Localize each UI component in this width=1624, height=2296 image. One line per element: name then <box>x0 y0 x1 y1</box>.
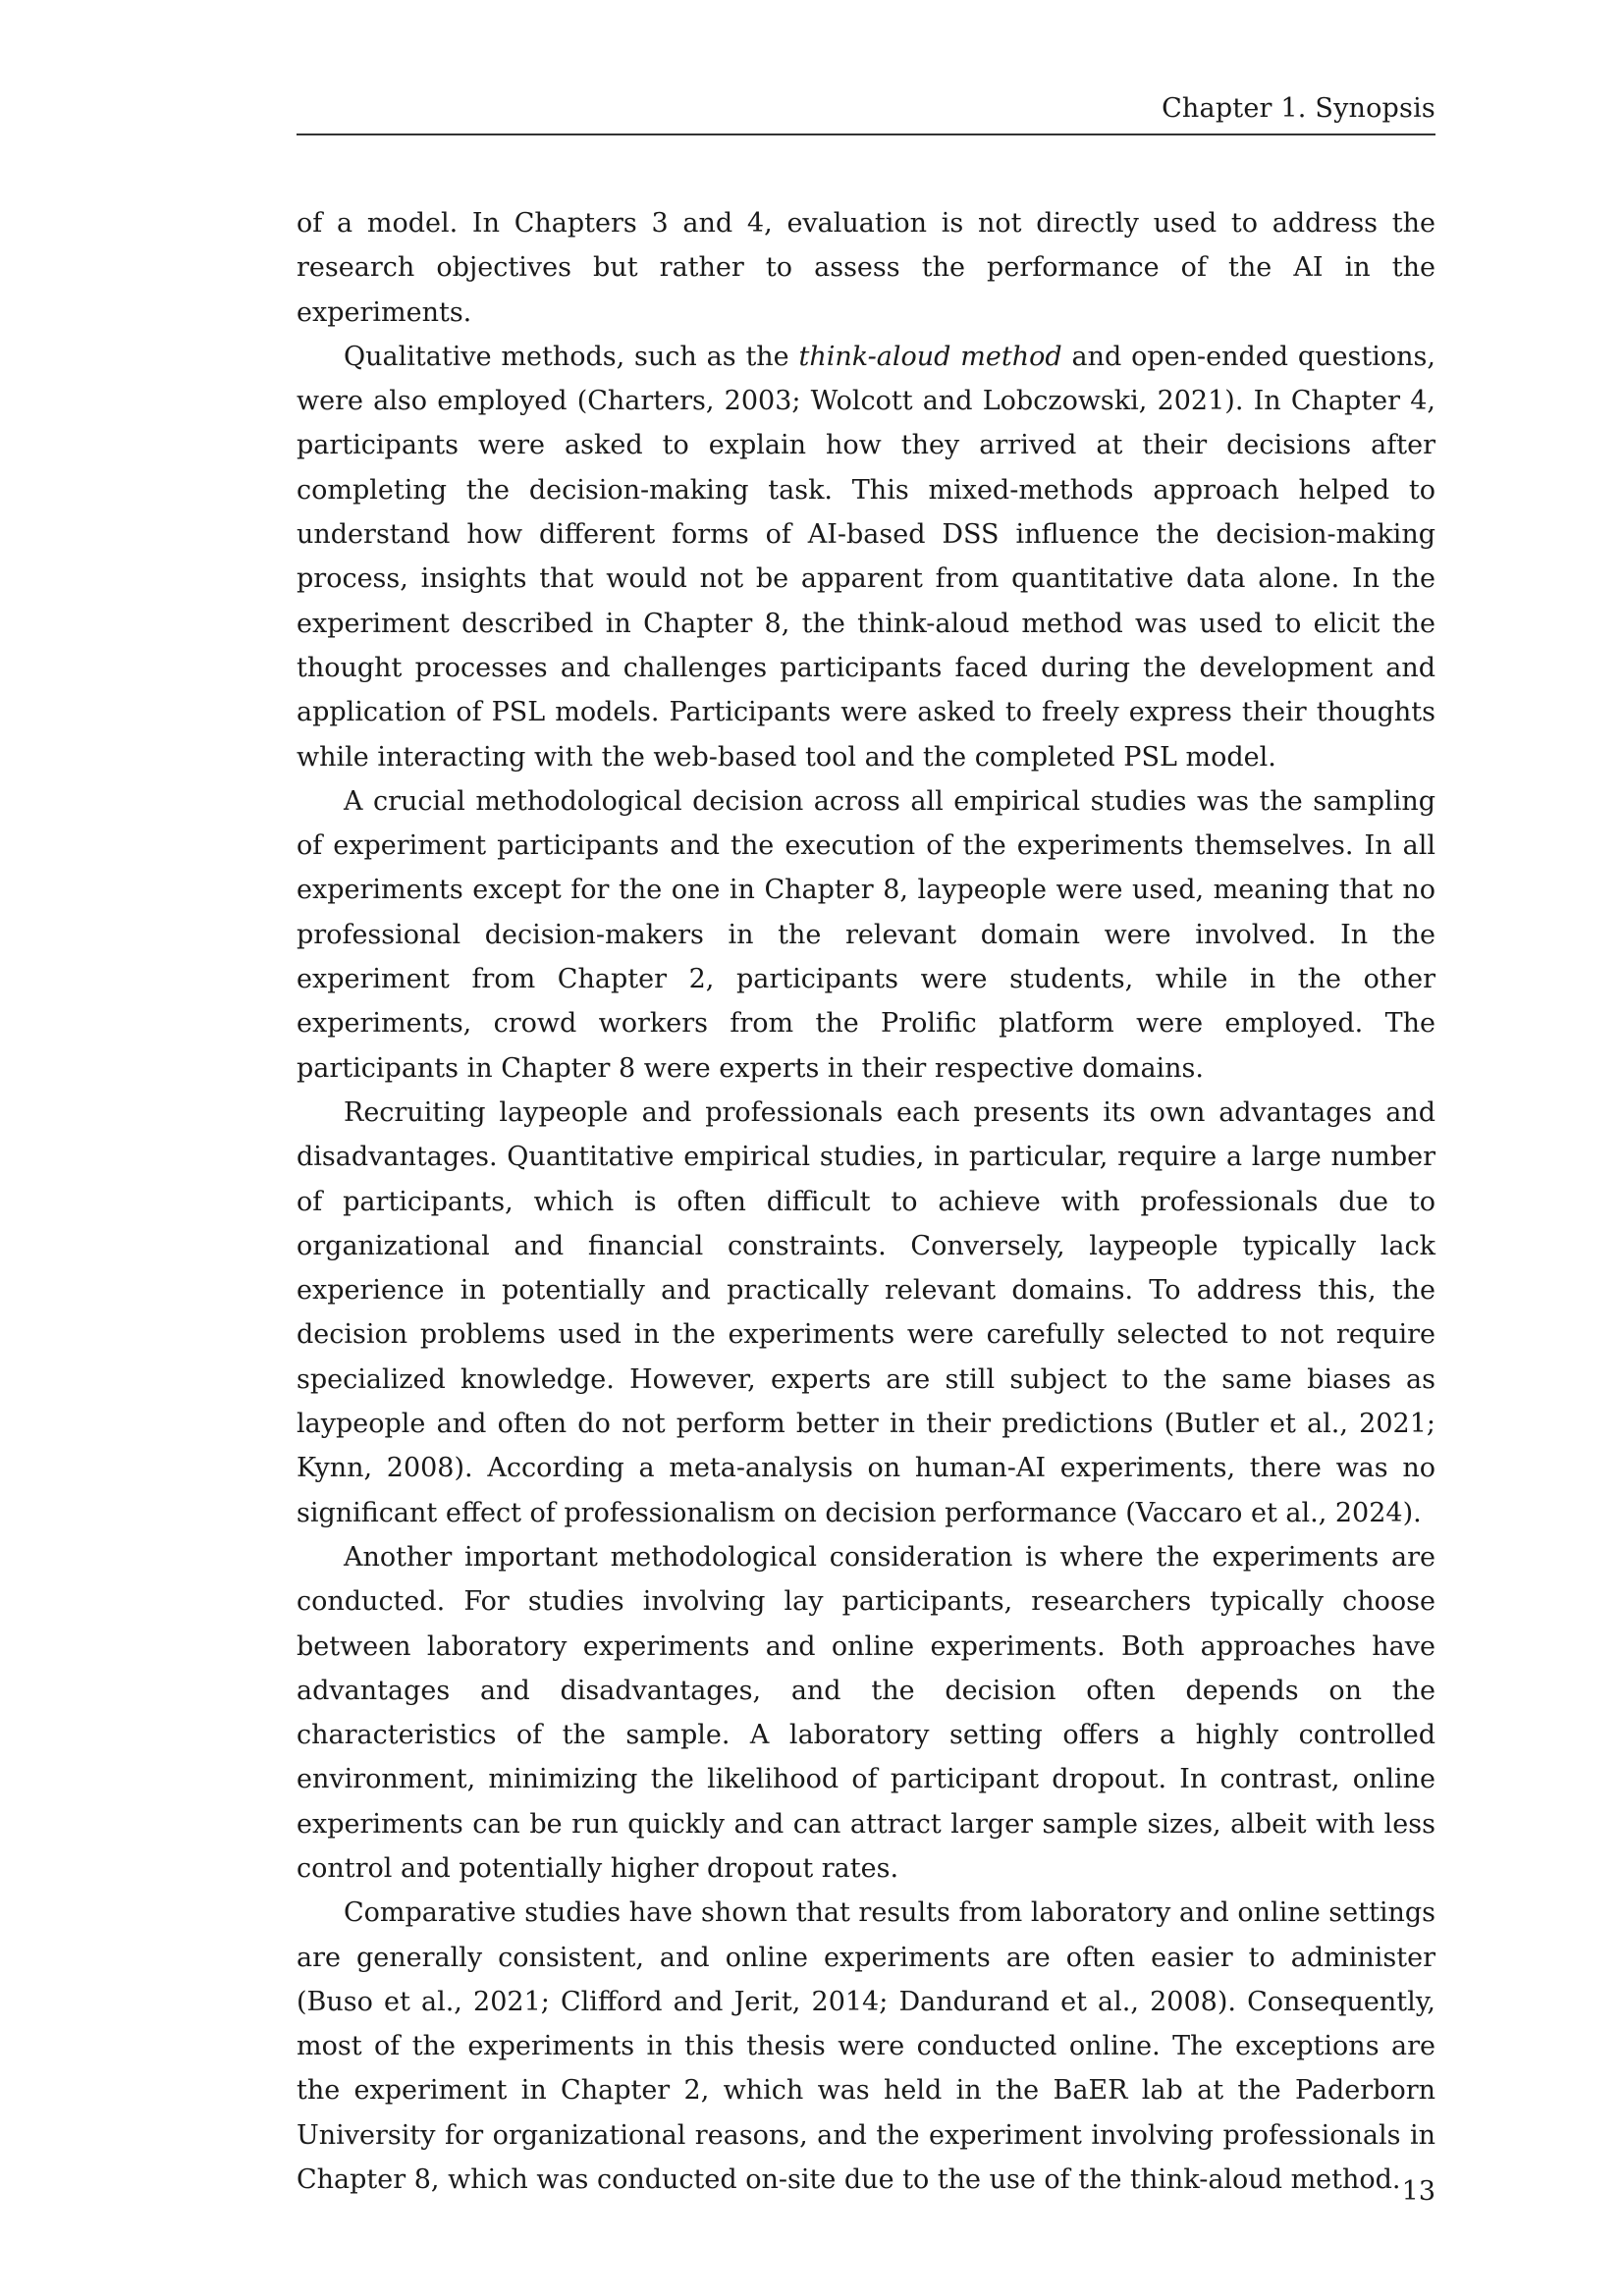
running-header <box>297 94 1435 135</box>
paragraph-qualitative-methods <box>297 335 1435 779</box>
paragraph-continuation: of a model. In Chapters 3 and 4, evaluation is not directly used to address the research objectives but rather to assess the performance of the AI in the experiments. <box>297 208 1435 328</box>
body-text <box>297 201 1435 2202</box>
paragraph-experiment-location: Another important methodological consideration is where the experiments are conducted. For studies involving lay participants, researchers typically choose between laboratory experiments and online experiments. Both approaches have advantages and disadvantages, and the decision often depends on the characteristics of the sample. A laboratory setting offers a highly controlled environment, minimizing the likelihood of participant dropout. In contrast, online experiments can be run quickly and can attract larger sample sizes, albeit with less control and potentially higher dropout rates. <box>297 1541 1435 1884</box>
page-number: 13 <box>1401 2176 1435 2207</box>
paragraph-text-before-emphasis: Qualitative methods, such as the <box>344 341 799 372</box>
paragraph-text-after-emphasis: and open-ended questions, were also employed (Charters, 2003; Wolcott and Lobczowski, 2021). In Chapter 4, participants were asked to explain how they arrived at their decisions after completing the decision-making task. This mixed-methods approach helped to understand how different forms of AI-based DSS influence the decision-making process, insights that would not be apparent from quantitative data alone. In the experiment described in Chapter 8, the think-aloud method was used to elicit the thought processes and challenges participants faced during the development and application of PSL models. Participants were asked to freely express their thoughts while interacting with the web-based tool and the completed PSL model. <box>297 341 1435 773</box>
paragraph-comparative-studies: Comparative studies have shown that results from laboratory and online settings are generally consistent, and online experiments are often easier to administer (Buso et al., 2021; Clifford and Jerit, 2014; Dandurand et al., 2008). Consequently, most of the experiments in this thesis were conducted online. The exceptions are the experiment in Chapter 2, which was held in the BaER lab at the Paderborn University for organizational reasons, and the experiment involving professionals in Chapter 8, which was conducted on-site due to the use of the think-aloud method. <box>297 1897 1435 2196</box>
paragraph-recruiting: Recruiting laypeople and professionals each presents its own advantages and disadvantages. Quantitative empirical studies, in particular, require a large number of participants, which is often difficult to achieve with professionals due to organizational and financial constraints. Conversely, laypeople typically lack experience in potentially and practically relevant domains. To address this, the decision problems used in the experiments were carefully selected to not require specialized knowledge. However, experts are still subject to the same biases as laypeople and often do not perform better in their predictions (Butler et al., 2021; Kynn, 2008). According a meta-analysis on human-AI experiments, there was no significant effect of professionalism on decision performance (Vaccaro et al., 2024). <box>297 1096 1435 1528</box>
paragraph-sampling: A crucial methodological decision across all empirical studies was the sampling of experiment participants and the execution of the experiments themselves. In all experiments except for the one in Chapter 8, laypeople were used, meaning that no professional decision-makers in the relevant domain were involved. In the experiment from Chapter 2, participants were students, while in the other experiments, crowd workers from the Prolific platform were employed. The participants in Chapter 8 were experts in their respective domains. <box>297 785 1435 1084</box>
running-header-title: Chapter 1. Synopsis <box>1162 93 1435 124</box>
emphasized-term: think-aloud method <box>798 341 1062 372</box>
